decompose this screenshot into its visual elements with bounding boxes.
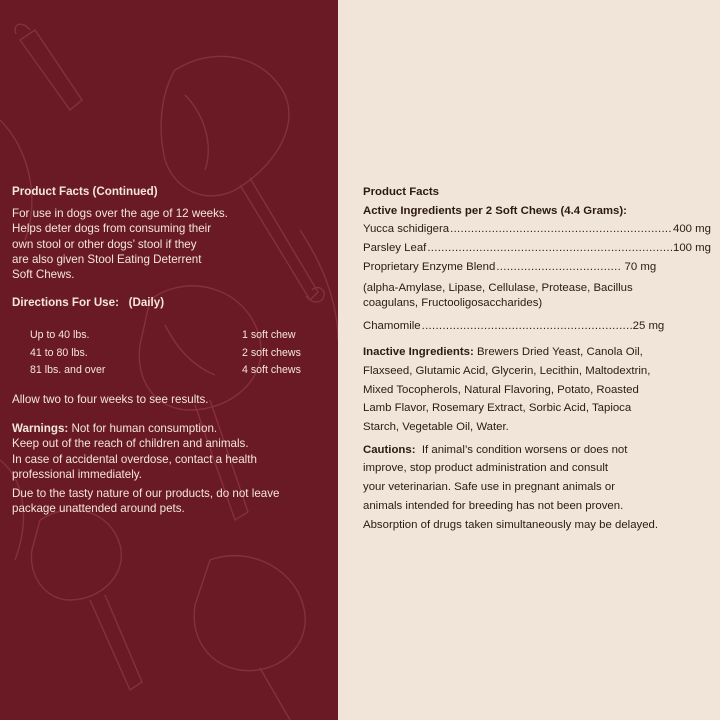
dose-row [12,363,332,381]
enzyme-note [363,281,711,311]
ingredient-amount: 100 mg [673,242,711,255]
warnings-line: In case of accidental overdose, contact a health [12,452,257,466]
active-heading: Active Ingredients per 2 Soft Chews (4.4 Grams): [363,204,627,217]
right-heading: Product Facts [363,186,439,198]
ingredient-row [363,317,711,336]
cautions-line: improve, stop product administration and consult [363,462,609,475]
directions-heading: Directions For Use: (Daily) [12,296,165,310]
dose-row [12,328,332,346]
enzyme-note-line: coagulans, Fructooligosaccharides) [363,296,543,309]
intro-line: Helps deter dogs from consuming their [12,222,212,236]
ingredient-name: Parsley Leaf [363,242,427,255]
warnings-line: Warnings: Not for human consumption. [12,422,218,436]
ingredient-name: Proprietary Enzyme Blend [363,260,496,273]
cautions-line: Cautions: If animal’s condition worsens or does not [363,443,628,456]
left-panel [0,0,338,720]
ingredient-row [363,258,711,277]
cautions-label: Cautions: [363,443,416,456]
intro-line: own stool or other dogs’ stool if they [12,237,197,251]
right-text [363,183,711,534]
left-text [12,184,332,516]
enzyme-note-line: (alpha-Amylase, Lipase, Cellulase, Protease, Bacillus [363,281,633,294]
dose-weight: 81 lbs. and over [30,364,106,377]
tasty-line: package unattended around pets. [12,502,185,516]
inactive-line: Mixed Tocopherols, Natural Flavoring, Potato, Roasted [363,383,639,396]
intro-line: For use in dogs over the age of 12 weeks. [12,207,228,221]
warnings-label: Warnings: [12,422,69,436]
ingredient-row [363,220,711,239]
dose-amount: 2 soft chews [242,346,301,359]
intro-line: Soft Chews. [12,268,75,282]
cautions-line: your veterinarian. Safe use in pregnant animals or [363,481,616,494]
warnings-line: Keep out of the reach of children and animals. [12,437,249,451]
inactive-line: Lamb Flavor, Rosemary Extract, Sorbic Acid, Tapioca [363,402,632,415]
ingredient-row [363,239,711,258]
right-panel [338,0,720,720]
dose-row [12,346,332,364]
ingredient-name: Yucca schidigera [363,223,450,236]
left-heading: Product Facts (Continued) [12,185,158,198]
warnings-line: professional immediately. [12,467,142,481]
ingredient-name: Chamomile [363,319,421,332]
intro-line: are also given Stool Eating Deterrent [12,252,202,266]
dose-amount: 1 soft chew [242,329,296,342]
inactive-line: Flaxseed, Glutamic Acid, Glycerin, Lecithin, Maltodextrin, [363,364,651,377]
ingredient-amount: 400 mg [673,223,711,236]
inactive-label: Inactive Ingredients: [363,346,474,359]
dose-amount: 4 soft chews [242,364,301,377]
cautions-line: animals intended for breeding has not been proven. [363,499,624,512]
inactive-line: Inactive Ingredients: Brewers Dried Yeast, Canola Oil, [363,346,643,359]
cautions-line: Absorption of drugs taken simultaneously may be delayed. [363,518,659,531]
ingredient-amount: 70 mg [621,260,657,273]
dose-weight: 41 to 80 lbs. [30,346,88,359]
dose-weight: Up to 40 lbs. [30,329,90,342]
inactive-line: Starch, Vegetable Oil, Water. [363,421,509,434]
results-note: Allow two to four weeks to see results. [12,392,209,406]
tasty-line: Due to the tasty nature of our products, do not leave [12,486,280,500]
ingredient-amount: 25 mg [632,319,665,332]
